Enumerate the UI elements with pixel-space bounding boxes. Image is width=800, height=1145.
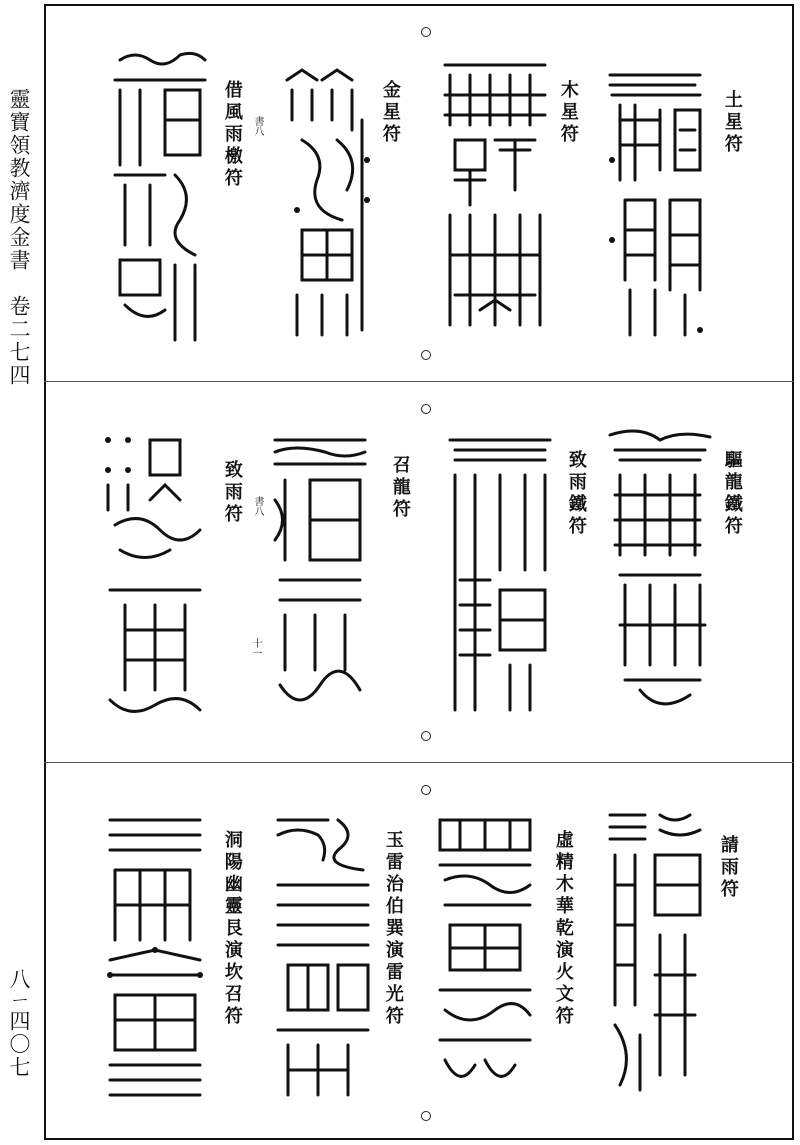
binding-circle-mark — [421, 731, 431, 741]
talisman-note: 書八 — [252, 116, 263, 136]
binding-circle-mark — [421, 1111, 431, 1121]
borrow-wind-rain-talisman — [105, 45, 215, 345]
talisman-label: 金星符 — [379, 80, 401, 146]
talisman-label: 木星符 — [557, 80, 579, 146]
talisman-label: 致雨符 — [221, 460, 243, 526]
metal-star-talisman — [282, 60, 377, 340]
jade-thunder-light-talisman — [268, 810, 378, 1100]
drive-dragon-iron-talisman — [600, 425, 720, 715]
row-divider — [44, 762, 794, 763]
talisman-note: 十一 — [250, 638, 261, 658]
earth-star-talisman — [600, 60, 710, 340]
summon-dragon-talisman — [265, 430, 375, 720]
request-rain-talisman — [600, 805, 710, 1095]
summon-rain-iron-talisman — [445, 430, 555, 720]
wood-essence-fire-talisman — [430, 810, 540, 1100]
talisman-label: 借風雨檄符 — [221, 80, 243, 190]
cave-yang-spirit-talisman — [100, 810, 210, 1100]
talisman-label: 致雨鐵符 — [565, 450, 587, 538]
page-number: 八ㄧ四〇七 — [7, 968, 31, 1079]
talisman-note: 書八 — [252, 496, 263, 516]
book-title: 靈寶領教濟度金書 卷二七四 — [7, 88, 31, 387]
talisman-label: 請雨符 — [717, 835, 739, 901]
binding-circle-mark — [421, 27, 431, 37]
talisman-label: 召龍符 — [389, 455, 411, 521]
wood-star-talisman — [440, 55, 550, 335]
talisman-label: 虛精木華乾演火文符 — [552, 830, 574, 1028]
binding-circle-mark — [421, 404, 431, 414]
binding-circle-mark — [421, 350, 431, 360]
talisman-label: 土星符 — [721, 90, 743, 156]
row-divider — [44, 381, 794, 382]
talisman-label: 洞陽幽靈艮演坎召符 — [221, 830, 243, 1028]
talisman-label: 玉雷治伯巽演雷光符 — [382, 830, 404, 1028]
binding-circle-mark — [421, 785, 431, 795]
talisman-label: 驅龍鐵符 — [721, 450, 743, 538]
summon-rain-talisman — [100, 430, 210, 720]
